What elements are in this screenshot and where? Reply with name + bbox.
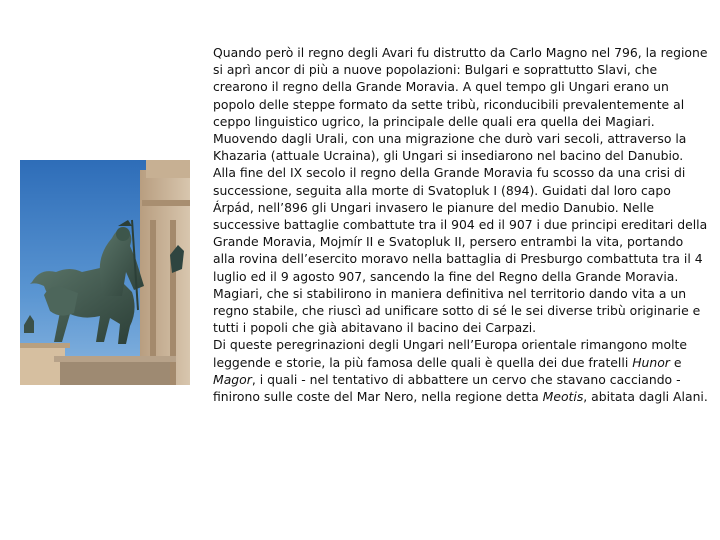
text-segment: Di queste peregrinazioni degli Ungari nell’Europa orientale rimangono molte leggende e storie, la più famosa delle quali è quella dei due fratelli: [213, 337, 687, 370]
paragraph-2: [213, 164, 709, 284]
text-segment: , abitata dagli Alani.: [583, 389, 708, 405]
text-segment: , i quali - nel tentativo di abbattere un cervo che stavano cacciando - finirono sulle coste del Mar Nero, nella regione detta: [213, 371, 681, 405]
text-segment: Magiari, che si stabilirono in maniera definitiva nel territorio dando vita a un regno stabile, che riuscì ad unificare sotto di sé le sei diverse tribù originarie e tutti i popoli che già abitavano il bacino dei Carpazi.: [213, 285, 701, 336]
italic-term: Meotis: [542, 389, 584, 405]
paragraph-4: [213, 336, 709, 405]
paragraph-1: [213, 44, 709, 164]
text-segment: e: [669, 354, 682, 370]
text-segment: Quando però il regno degli Avari fu distrutto da Carlo Magno nel 796, la regione si aprì ancor di più a nuove popolazioni: Bulgari e soprattutto Slavi, che crearono il regno della Grande Moravia. A quel tempo gli Ungari erano un popolo delle steppe formato da sette tribù, riconducibili prevalentemente al ceppo linguistico ugrico, la principale delle quali era quella dei Magiari. Muovendo dagli Urali, con una migrazione che durò vari secoli, attraverso la Khazaria (attuale Ucraina), gli Ungari si insediarono nel bacino del Danubio.: [213, 45, 708, 164]
italic-term: Hunor: [632, 354, 670, 370]
article-text: [213, 44, 709, 405]
paragraph-3: [213, 285, 709, 337]
italic-term: Magor: [213, 371, 252, 387]
equestrian-statue-photo: [20, 160, 190, 385]
text-segment: Alla fine del IX secolo il regno della Grande Moravia fu scosso da una crisi di successione, seguita alla morte di Svatopluk I (894). Guidati dal loro capo Árpád, nell’896 gli Ungari invasero le pianure del medio Danubio. Nelle successive battaglie combattute tra il 904 ed il 907 i due principi ereditari della Grande Moravia, Mojmír II e Svatopluk II, persero entrambi la vita, portando alla rovina dell’esercito moravo nella battaglia di Presburgo combattuta tra il 4 luglio ed il 9 agosto 907, sancendo la fine del Regno della Grande Moravia.: [213, 165, 708, 284]
